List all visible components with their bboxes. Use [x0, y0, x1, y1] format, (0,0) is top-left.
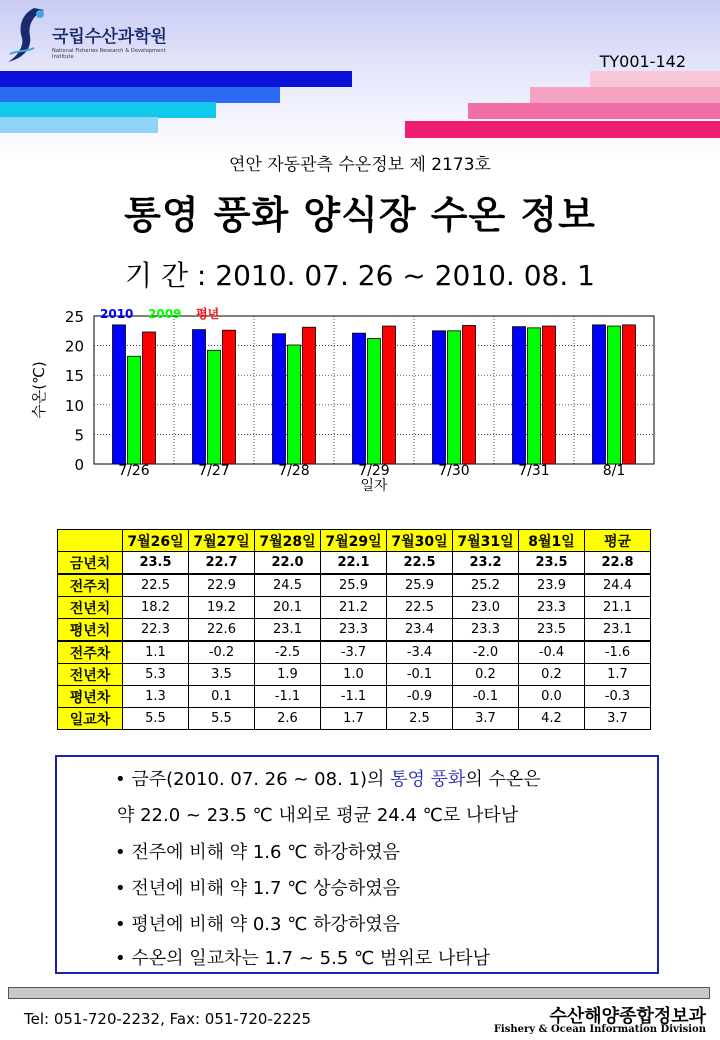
org-name: 수산해양종합정보과 — [549, 1006, 706, 1027]
x-tick-label: 7/30 — [438, 463, 470, 479]
table-corner — [58, 530, 123, 552]
table-cell: 1.7 — [321, 708, 387, 730]
contact-info: Tel: 051-720-2232, Fax: 051-720-2225 — [24, 1010, 312, 1028]
table-cell: 1.1 — [123, 641, 189, 664]
table-cell: 23.4 — [387, 619, 453, 642]
y-tick-label: 10 — [64, 396, 84, 415]
bar-평년 — [223, 330, 236, 464]
table-cell: -3.7 — [321, 641, 387, 664]
report-period: 기 간 : 2010. 07. 26 ~ 2010. 08. 1 — [125, 259, 595, 292]
table-row-label: 평년차 — [58, 686, 123, 708]
table-row-label: 전주치 — [58, 574, 123, 597]
table-cell: 24.4 — [585, 574, 651, 597]
table-cell: -0.9 — [387, 686, 453, 708]
table-cell: 5.5 — [189, 708, 255, 730]
table-cell: 21.2 — [321, 597, 387, 619]
table-cell: 1.0 — [321, 664, 387, 686]
table-cell: 1.9 — [255, 664, 321, 686]
x-tick-label: 8/1 — [602, 463, 626, 479]
table-cell: 23.2 — [453, 552, 519, 575]
table-header-cell: 7월31일 — [453, 530, 519, 552]
table-row-label: 평년치 — [58, 619, 123, 642]
bar-2009 — [448, 331, 461, 464]
bar-2009 — [528, 328, 541, 464]
table-cell: 5.5 — [123, 708, 189, 730]
table-cell: 23.5 — [519, 552, 585, 575]
table-cell: 22.0 — [255, 552, 321, 575]
pink-band-3 — [468, 103, 720, 119]
bar-2009 — [368, 338, 381, 464]
bar-평년 — [463, 325, 476, 464]
bar-2010 — [433, 331, 446, 464]
legend-2009: 2009 — [148, 307, 182, 321]
table-cell: 23.3 — [453, 619, 519, 642]
legend-평년: 평년 — [196, 307, 220, 321]
table-cell: -0.2 — [189, 641, 255, 664]
cyan-band — [0, 102, 216, 118]
table-cell: 3.7 — [585, 708, 651, 730]
nfrdi-logo — [4, 4, 184, 66]
bar-2010 — [273, 334, 286, 464]
table-cell: 2.6 — [255, 708, 321, 730]
table-row — [58, 708, 651, 730]
table-cell: -1.1 — [321, 686, 387, 708]
table-header-cell: 8월1일 — [519, 530, 585, 552]
bar-평년 — [383, 326, 396, 464]
y-tick-label: 5 — [74, 426, 84, 445]
table-row — [58, 619, 651, 642]
table-row-label: 금년치 — [58, 552, 123, 575]
table-cell: 25.9 — [387, 574, 453, 597]
x-tick-label: 7/27 — [198, 463, 230, 479]
table-cell: 22.7 — [189, 552, 255, 575]
summary-line-5: • 평년에 비해 약 0.3 ℃ 하강하였음 — [115, 914, 401, 935]
table-cell: 20.1 — [255, 597, 321, 619]
table-row-label: 전년차 — [58, 664, 123, 686]
table-cell: 23.1 — [255, 619, 321, 642]
table-cell: 0.2 — [519, 664, 585, 686]
bar-2010 — [353, 333, 366, 464]
summary-line-2: 약 22.0 ~ 23.5 ℃ 내외로 평균 24.4 ℃로 나타남 — [117, 805, 519, 826]
table-cell: 22.8 — [585, 552, 651, 575]
bar-2009 — [288, 345, 301, 464]
navy-band — [0, 71, 352, 87]
y-tick-label: 15 — [64, 367, 84, 386]
org-name-english: Fishery & Ocean Information Division — [493, 1024, 706, 1035]
y-axis-label: 수온(℃) — [30, 361, 48, 419]
table-row — [58, 597, 651, 619]
table-row — [58, 552, 651, 575]
x-tick-label: 7/26 — [118, 463, 150, 479]
table-header-cell: 7월27일 — [189, 530, 255, 552]
y-tick-label: 0 — [74, 456, 84, 474]
blue-band — [0, 87, 280, 103]
table-cell: 18.2 — [123, 597, 189, 619]
summary-box — [55, 755, 659, 974]
table-header-cell: 7월26일 — [123, 530, 189, 552]
table-cell: 23.5 — [519, 619, 585, 642]
table-row — [58, 641, 651, 664]
table-cell: -2.0 — [453, 641, 519, 664]
table-cell: 23.3 — [519, 597, 585, 619]
table-cell: 22.3 — [123, 619, 189, 642]
fish-logo-icon — [4, 4, 52, 66]
table-cell: -0.1 — [453, 686, 519, 708]
table-header-cell: 7월28일 — [255, 530, 321, 552]
temperature-bar-chart — [30, 300, 670, 500]
summary-line-1a: • 금주(2010. 07. 26 ~ 08. 1)의 — [115, 769, 391, 790]
table-cell: 19.2 — [189, 597, 255, 619]
table-cell: -0.1 — [387, 664, 453, 686]
document-code: TY001-142 — [599, 52, 686, 71]
bar-2010 — [193, 330, 206, 464]
y-tick-label: 20 — [64, 337, 84, 356]
summary-line-1b: 의 수온은 — [465, 769, 541, 790]
summary-highlight: 통영 풍화 — [390, 769, 466, 790]
report-subtitle: 연안 자동관측 수온정보 제 2173호 — [229, 155, 491, 175]
summary-line-1 — [115, 765, 541, 791]
table-cell: 3.7 — [453, 708, 519, 730]
table-cell: 23.5 — [123, 552, 189, 575]
y-tick-label: 25 — [64, 308, 84, 326]
table-cell: 25.2 — [453, 574, 519, 597]
bar-2009 — [608, 326, 621, 464]
table-cell: 22.5 — [387, 552, 453, 575]
table-header-cell: 평균 — [585, 530, 651, 552]
table-cell: -1.1 — [255, 686, 321, 708]
temperature-table — [57, 529, 651, 730]
table-header-cell: 7월29일 — [321, 530, 387, 552]
table-cell: 22.9 — [189, 574, 255, 597]
table-cell: 0.2 — [453, 664, 519, 686]
summary-line-6: • 수온의 일교차는 1.7 ~ 5.5 ℃ 범위로 나타남 — [115, 948, 490, 969]
table-row-label: 전주차 — [58, 641, 123, 664]
table-cell: 0.1 — [189, 686, 255, 708]
x-axis-label: 일자 — [360, 478, 388, 494]
table-cell: 23.0 — [453, 597, 519, 619]
bar-평년 — [303, 327, 316, 464]
pink-band-2 — [530, 87, 720, 103]
legend-2010: 2010 — [100, 307, 134, 321]
pink-band-1 — [590, 71, 720, 87]
table-cell: 21.1 — [585, 597, 651, 619]
table-cell: -2.5 — [255, 641, 321, 664]
table-cell: 0.0 — [519, 686, 585, 708]
table-cell: -1.6 — [585, 641, 651, 664]
table-cell: 23.1 — [585, 619, 651, 642]
bar-2010 — [513, 327, 526, 464]
table-cell: 5.3 — [123, 664, 189, 686]
table-cell: 25.9 — [321, 574, 387, 597]
table-cell: 22.6 — [189, 619, 255, 642]
bar-2010 — [593, 325, 606, 464]
table-cell: -0.3 — [585, 686, 651, 708]
table-row-label: 전년치 — [58, 597, 123, 619]
pink-band-4 — [405, 121, 720, 138]
bar-평년 — [543, 326, 556, 464]
logo-text: 국립수산과학원 — [52, 27, 167, 47]
bar-평년 — [623, 325, 636, 464]
table-cell: 23.9 — [519, 574, 585, 597]
footer-bar — [8, 987, 710, 999]
bar-2010 — [113, 325, 126, 464]
table-cell: 4.2 — [519, 708, 585, 730]
lightblue-band — [0, 117, 158, 133]
summary-line-3: • 전주에 비해 약 1.6 ℃ 하강하였음 — [115, 842, 401, 863]
report-title: 통영 풍화 양식장 수온 정보 — [124, 193, 596, 237]
bar-평년 — [143, 332, 156, 464]
table-cell: 1.7 — [585, 664, 651, 686]
table-cell: 22.5 — [387, 597, 453, 619]
table-row — [58, 664, 651, 686]
logo-subtext: National Fisheries Research & Development Institute — [52, 48, 166, 60]
table-cell: -3.4 — [387, 641, 453, 664]
x-tick-label: 7/31 — [518, 463, 550, 479]
bar-2009 — [208, 350, 221, 464]
table-cell: 3.5 — [189, 664, 255, 686]
table-cell: 2.5 — [387, 708, 453, 730]
table-header-cell: 7월30일 — [387, 530, 453, 552]
x-tick-label: 7/29 — [358, 463, 390, 479]
table-row — [58, 686, 651, 708]
x-tick-label: 7/28 — [278, 463, 310, 479]
table-cell: -0.4 — [519, 641, 585, 664]
table-cell: 1.3 — [123, 686, 189, 708]
summary-line-4: • 전년에 비해 약 1.7 ℃ 상승하였음 — [115, 878, 401, 899]
table-row-label: 일교차 — [58, 708, 123, 730]
table-header-row — [58, 530, 651, 552]
table-cell: 22.1 — [321, 552, 387, 575]
bar-2009 — [128, 356, 141, 464]
table-row — [58, 574, 651, 597]
table-cell: 23.3 — [321, 619, 387, 642]
table-cell: 22.5 — [123, 574, 189, 597]
table-cell: 24.5 — [255, 574, 321, 597]
